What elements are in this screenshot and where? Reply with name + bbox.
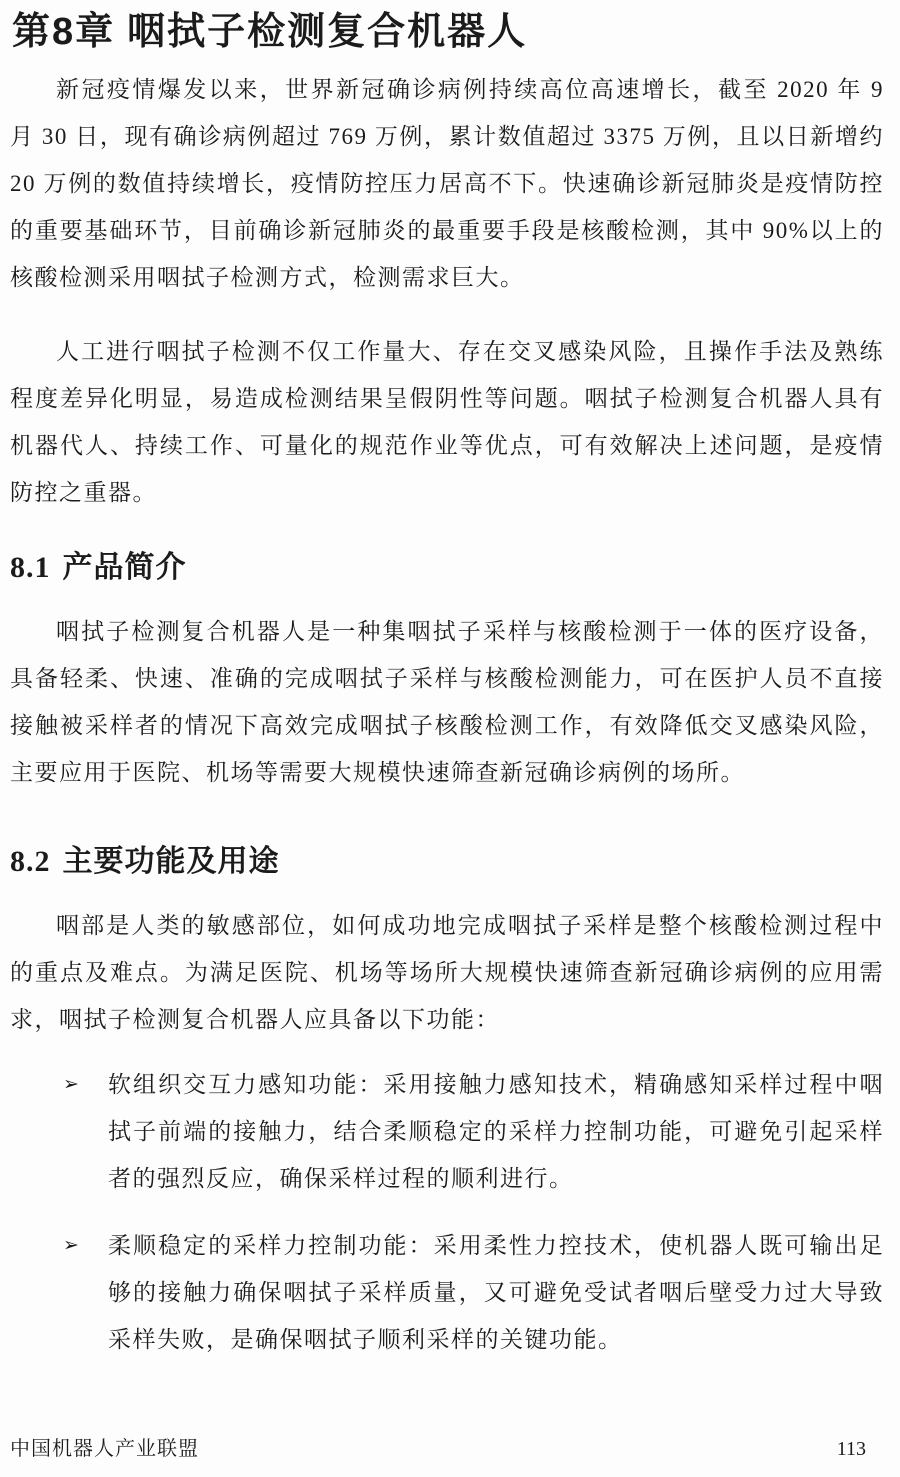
bullet-text: 柔顺稳定的采样力控制功能：采用柔性力控技术，使机器人既可输出足够的接触力确保咽拭子采样质量，又可避免受试者咽后壁受力过大导致采样失败，是确保咽拭子顺利采样的关键功能。 [108, 1233, 884, 1352]
arrow-bullet-icon: ➢ [63, 1235, 79, 1256]
bullet-item-force-control [10, 1222, 884, 1363]
chapter-title: 咽拭子检测复合机器人 [127, 11, 528, 53]
bullet-item-force-sensing [10, 1061, 884, 1202]
section-number-8-1: 8.1 [10, 551, 51, 584]
feature-bullet-list [10, 1061, 884, 1363]
section-heading-8-2 [10, 842, 884, 882]
chapter-heading [12, 6, 884, 58]
footer-page-number: 113 [836, 1438, 866, 1460]
intro-paragraph-2: 人工进行咽拭子检测不仅工作量大、存在交叉感染风险，且操作手法及熟练程度差异化明显，易造成检测结果呈假阴性等问题。咽拭子检测复合机器人具有机器代人、持续工作、可量化的规范作业等优点，可有效解决上述问题，是疫情防控之重器。 [10, 339, 884, 505]
section-title-8-1: 产品简介 [62, 551, 187, 584]
section-number-8-2: 8.2 [10, 845, 51, 878]
section-title-8-2: 主要功能及用途 [62, 845, 280, 878]
section-8-2-paragraph: 咽部是人类的敏感部位，如何成功地完成咽拭子采样是整个核酸检测过程中的重点及难点。为满足医院、机场等场所大规模快速筛查新冠确诊病例的应用需求，咽拭子检测复合机器人应具备以下功能： [10, 913, 884, 1032]
chapter-number: 第8章 [12, 11, 116, 53]
section-heading-8-1 [10, 548, 884, 588]
intro-paragraph-1: 新冠疫情爆发以来，世界新冠确诊病例持续高位高速增长，截至 2020 年 9 月 30 日，现有确诊病例超过 769 万例，累计数值超过 3375 万例，且以日新增约 20 万例的数值持续增长，疫情防控压力居高不下。快速确诊新冠肺炎是疫情防控的重要基础环节，目前确诊新冠肺炎的最重要手段是核酸检测，其中 90%以上的核酸检测采用咽拭子检测方式，检测需求巨大。 [10, 77, 884, 290]
arrow-bullet-icon: ➢ [63, 1074, 79, 1095]
bullet-text: 软组织交互力感知功能：采用接触力感知技术，精确感知采样过程中咽拭子前端的接触力，结合柔顺稳定的采样力控制功能，可避免引起采样者的强烈反应，确保采样过程的顺利进行。 [108, 1072, 884, 1191]
section-8-1-paragraph: 咽拭子检测复合机器人是一种集咽拭子采样与核酸检测于一体的医疗设备，具备轻柔、快速、准确的完成咽拭子采样与核酸检测能力，可在医护人员不直接接触被采样者的情况下高效完成咽拭子核酸检测工作，有效降低交叉感染风险，主要应用于医院、机场等需要大规模快速筛查新冠确诊病例的场所。 [10, 619, 884, 785]
footer-organization: 中国机器人产业联盟 [10, 1438, 199, 1460]
page-footer [10, 1437, 866, 1461]
